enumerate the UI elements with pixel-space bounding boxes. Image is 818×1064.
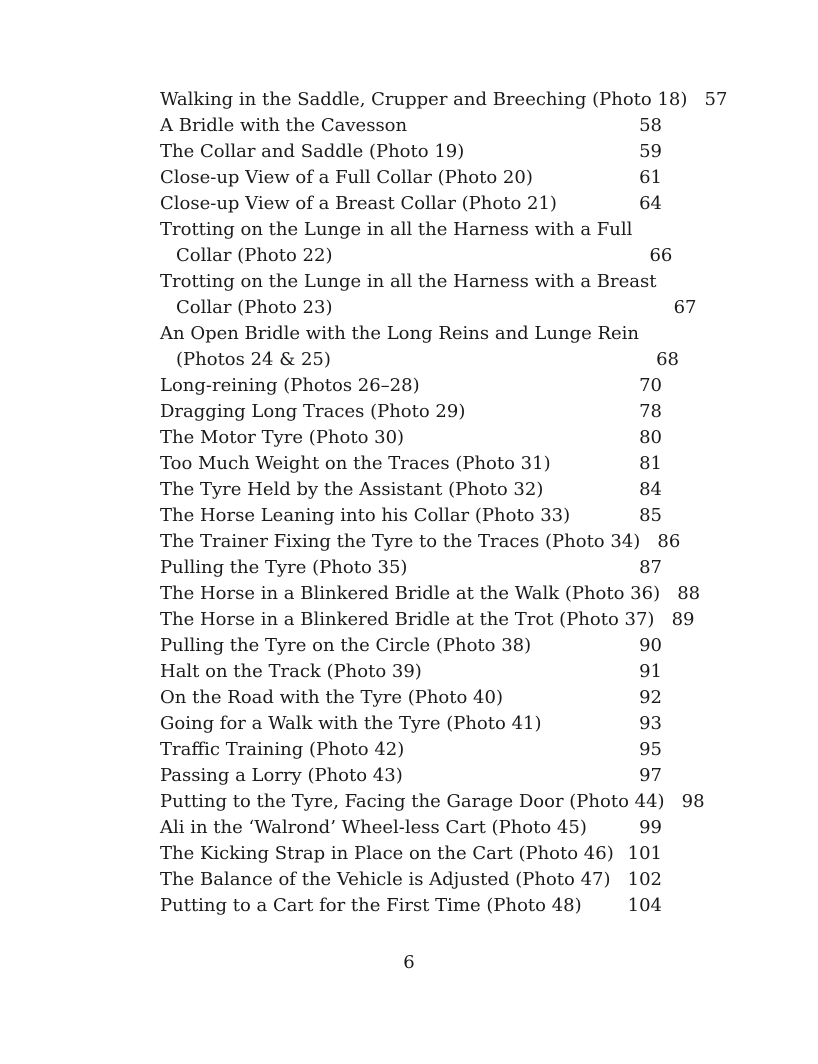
toc-entry-title-line: The Tyre Held by the Assistant (Photo 32): [160, 479, 544, 500]
toc-entry: [160, 503, 662, 529]
toc-entry: [160, 789, 705, 815]
toc-entry-title-line: Trotting on the Lunge in all the Harness with a Breast: [160, 271, 657, 292]
toc-entry-title: [160, 451, 622, 477]
toc-entry-title-line: The Horse in a Blinkered Bridle at the Walk (Photo 36): [160, 583, 661, 604]
toc-entry-title-line: Too Much Weight on the Traces (Photo 31): [160, 453, 551, 474]
toc-entry-title: [160, 893, 622, 919]
toc-entry: [160, 399, 662, 425]
toc-entry-page: 61: [639, 167, 662, 188]
toc-entry-title-line: Collar (Photo 22): [176, 245, 333, 266]
toc-entry: [160, 269, 697, 321]
toc-entry-title: [160, 607, 654, 633]
toc-entry: [160, 477, 662, 503]
toc-entry: [160, 373, 662, 399]
toc-entry-title: [160, 113, 622, 139]
toc-entry-title: [160, 165, 622, 191]
toc-entry: [160, 87, 728, 113]
toc-entry: [160, 321, 680, 373]
toc-entry: [160, 763, 662, 789]
toc-entry-title: [160, 581, 660, 607]
toc-entry: [160, 867, 662, 893]
toc-entry: [160, 659, 662, 685]
toc-entry-page: 66: [649, 245, 673, 266]
toc-entry-title: [160, 633, 622, 659]
toc-entry-page: 68: [656, 349, 680, 370]
toc-entry-page: 104: [627, 895, 662, 916]
toc-entry-title-line: Traffic Training (Photo 42): [160, 739, 405, 760]
toc-entry-title-line: The Horse Leaning into his Collar (Photo 33): [160, 505, 571, 526]
toc-entry-page: 88: [677, 583, 701, 604]
toc-entry: [160, 581, 701, 607]
toc-entry-page: 90: [639, 635, 662, 656]
toc-entry: [160, 737, 662, 763]
toc-entry-page: 92: [639, 687, 662, 708]
toc-entry-title: [160, 555, 622, 581]
toc-entry-title: [160, 425, 622, 451]
toc-entry: [160, 165, 662, 191]
toc-entry-title-line: Close-up View of a Breast Collar (Photo 21): [160, 193, 557, 214]
toc-entry-title: [160, 789, 665, 815]
toc-entry-title: [160, 269, 656, 321]
toc-entry-page: 84: [639, 479, 662, 500]
toc-entry-page: 58: [639, 115, 662, 136]
toc-entry: [160, 841, 662, 867]
toc-entry: [160, 711, 662, 737]
toc-entry-title-line: Going for a Walk with the Tyre (Photo 41): [160, 713, 542, 734]
toc-entry-title: [160, 685, 622, 711]
toc-entry-title: [160, 737, 622, 763]
toc-entry-title-line: Long-reining (Photos 26–28): [160, 375, 420, 396]
toc-entry: [160, 113, 662, 139]
toc-entry-title-line: A Bridle with the Cavesson: [160, 115, 408, 136]
toc-entry-page: 81: [639, 453, 662, 474]
toc-entry-page: 57: [704, 89, 728, 110]
toc-entry-title-line: Trotting on the Lunge in all the Harness with a Full: [160, 219, 633, 240]
toc-entry-title: [160, 399, 622, 425]
page-number: 6: [403, 952, 415, 973]
toc-entry-title: [160, 815, 622, 841]
toc-entry: [160, 529, 681, 555]
toc-entry: [160, 217, 673, 269]
toc-entry-title: [160, 87, 687, 113]
toc-entry: [160, 451, 662, 477]
toc-entry-title: [160, 867, 622, 893]
toc-entry-title-line: Walking in the Saddle, Crupper and Breeching (Photo 18): [160, 89, 688, 110]
toc-entry-title-line: Collar (Photo 23): [176, 297, 333, 318]
toc-entry-title-line: Pulling the Tyre on the Circle (Photo 38): [160, 635, 532, 656]
toc-entry: [160, 893, 662, 919]
toc-entry-page: 70: [639, 375, 662, 396]
toc-entry-title-line: Putting to the Tyre, Facing the Garage Door (Photo 44): [160, 791, 665, 812]
toc-entry-page: 86: [657, 531, 681, 552]
toc-entry-title: [160, 217, 632, 269]
toc-entry-title: [160, 503, 622, 529]
toc-entry: [160, 685, 662, 711]
toc-entry-title: [160, 321, 639, 373]
toc-entry-title-line: The Motor Tyre (Photo 30): [160, 427, 405, 448]
toc-entry-page: 67: [673, 297, 697, 318]
toc-entry-title: [160, 477, 622, 503]
toc-entry-title-line: Ali in the ‘Walrond’ Wheel-less Cart (Photo 45): [160, 817, 587, 838]
toc-entry-page: 98: [681, 791, 705, 812]
toc-entry-title: [160, 373, 622, 399]
toc-entry-page: 101: [627, 843, 662, 864]
toc-entry: [160, 607, 695, 633]
toc-entry-title: [160, 529, 640, 555]
toc-entry-page: 99: [639, 817, 662, 838]
toc-entry-page: 64: [639, 193, 662, 214]
toc-entry-page: 87: [639, 557, 662, 578]
toc-entry-title-line: The Collar and Saddle (Photo 19): [160, 141, 465, 162]
toc-entry-title: [160, 711, 622, 737]
toc-entry-page: 78: [639, 401, 662, 422]
toc-entry-title-line: Dragging Long Traces (Photo 29): [160, 401, 466, 422]
toc-entry-page: 97: [639, 765, 662, 786]
toc-entry: [160, 815, 662, 841]
toc-entry-title: [160, 841, 622, 867]
table-of-contents: [160, 87, 728, 919]
toc-entry-title-line: The Horse in a Blinkered Bridle at the Trot (Photo 37): [160, 609, 655, 630]
toc-entry-title-line: An Open Bridle with the Long Reins and Lunge Rein: [160, 323, 640, 344]
toc-entry-title-line: (Photos 24 & 25): [176, 349, 331, 370]
toc-entry-title-line: Pulling the Tyre (Photo 35): [160, 557, 408, 578]
toc-entry-title: [160, 659, 622, 685]
toc-entry-title-line: Halt on the Track (Photo 39): [160, 661, 422, 682]
toc-entry: [160, 139, 662, 165]
toc-entry-title-line: Putting to a Cart for the First Time (Photo 48): [160, 895, 582, 916]
toc-entry-page: 95: [639, 739, 662, 760]
toc-entry-page: 59: [639, 141, 662, 162]
toc-entry: [160, 633, 662, 659]
toc-entry-title: [160, 191, 622, 217]
toc-entry-title-line: Close-up View of a Full Collar (Photo 20): [160, 167, 533, 188]
toc-entry: [160, 425, 662, 451]
toc-entry-title-line: The Balance of the Vehicle is Adjusted (Photo 47): [160, 869, 611, 890]
toc-entry-page: 102: [627, 869, 662, 890]
toc-entry-title-line: The Kicking Strap in Place on the Cart (Photo 46): [160, 843, 614, 864]
toc-entry: [160, 555, 662, 581]
toc-entry-page: 89: [671, 609, 695, 630]
toc-entry-page: 80: [639, 427, 662, 448]
toc-entry-title-line: The Trainer Fixing the Tyre to the Traces (Photo 34): [160, 531, 641, 552]
toc-entry-page: 93: [639, 713, 662, 734]
toc-entry-page: 85: [639, 505, 662, 526]
toc-entry-title: [160, 763, 622, 789]
toc-entry-title-line: Passing a Lorry (Photo 43): [160, 765, 403, 786]
toc-entry-title: [160, 139, 622, 165]
toc-entry-page: 91: [639, 661, 662, 682]
toc-entry: [160, 191, 662, 217]
toc-entry-title-line: On the Road with the Tyre (Photo 40): [160, 687, 503, 708]
